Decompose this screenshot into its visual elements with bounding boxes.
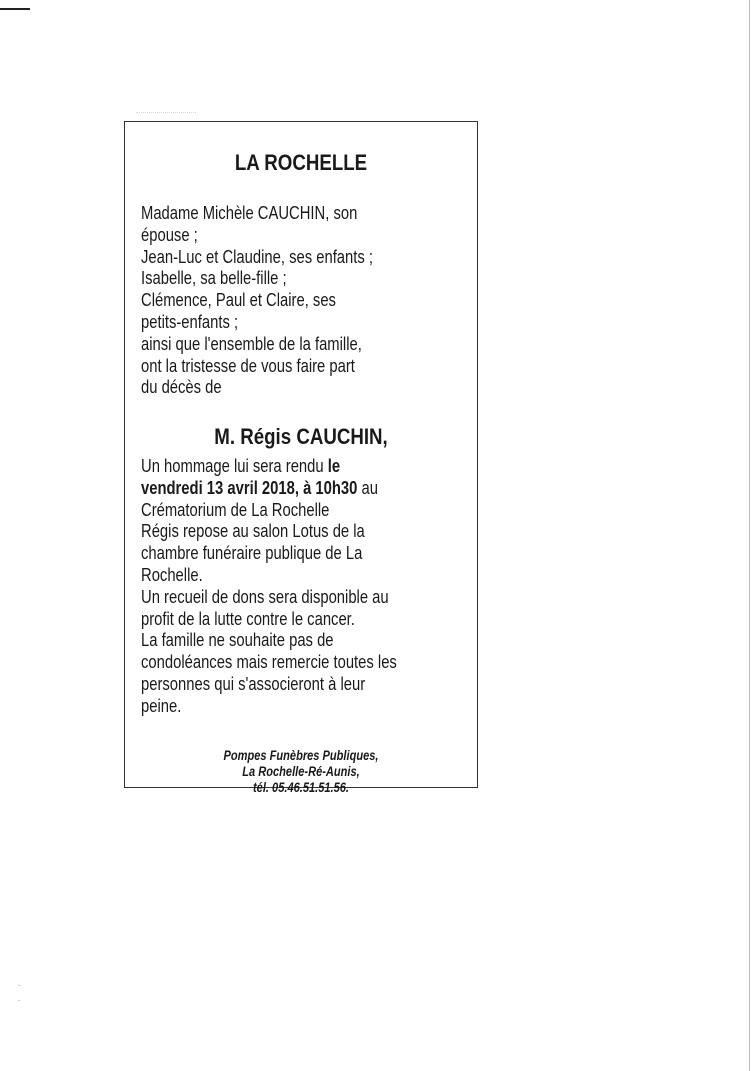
detail-line: profit de la lutte contre le cancer.: [141, 607, 355, 629]
funeral-home-signature: [157, 748, 446, 796]
family-line: du décès de: [141, 376, 222, 398]
family-line: épouse ;: [141, 223, 198, 245]
scan-speckle: [136, 112, 196, 114]
detail-line: [141, 477, 469, 499]
detail-line: Régis repose au salon Lotus de la: [141, 520, 365, 542]
family-line: ont la tristesse de vous faire part: [141, 354, 355, 376]
detail-line: [141, 455, 469, 477]
family-line: petits-enfants ;: [141, 310, 239, 332]
detail-bold-text: le: [327, 455, 341, 476]
family-line: Isabelle, sa belle-fille ;: [141, 267, 287, 289]
detail-line: Crématorium de La Rochelle: [141, 498, 330, 520]
detail-text: au: [357, 476, 378, 498]
detail-line: Rochelle.: [141, 563, 203, 585]
scan-right-border: [749, 0, 750, 1071]
detail-line: condoléances mais remercie toutes les: [141, 651, 397, 673]
detail-line: peine.: [141, 694, 182, 716]
detail-line: chambre funéraire publique de La: [141, 542, 363, 564]
scan-speck: [18, 1000, 20, 1001]
family-line: Clémence, Paul et Claire, ses: [141, 289, 336, 311]
family-line: Madame Michèle CAUCHIN, son: [141, 202, 358, 223]
scan-edge-mark: [0, 8, 30, 10]
funeral-home-location: La Rochelle-Ré-Aunis,: [242, 764, 360, 779]
scan-speck: [18, 985, 20, 986]
family-line: ainsi que l'ensemble de la famille,: [141, 332, 362, 354]
detail-text: Un hommage lui sera rendu: [141, 455, 328, 476]
family-line: Jean-Luc et Claudine, ses enfants ;: [141, 245, 374, 267]
deceased-name: M. Régis CAUCHIN,: [214, 424, 388, 449]
ceremony-date: vendredi 13 avril 2018, à 10h30: [141, 476, 358, 498]
detail-line: Un recueil de dons sera disponible au: [141, 585, 389, 607]
funeral-home-name: Pompes Funèbres Publiques,: [223, 748, 379, 763]
notice-city-heading: LA ROCHELLE: [234, 150, 368, 175]
detail-line: La famille ne souhaite pas de: [141, 629, 334, 651]
funeral-home-phone: tél. 05.46.51.51.56.: [252, 780, 350, 795]
ceremony-details: [141, 455, 469, 717]
obituary-notice: [124, 121, 478, 795]
detail-line: personnes qui s'associeront à leur: [141, 672, 366, 694]
family-announcement: [141, 202, 469, 398]
